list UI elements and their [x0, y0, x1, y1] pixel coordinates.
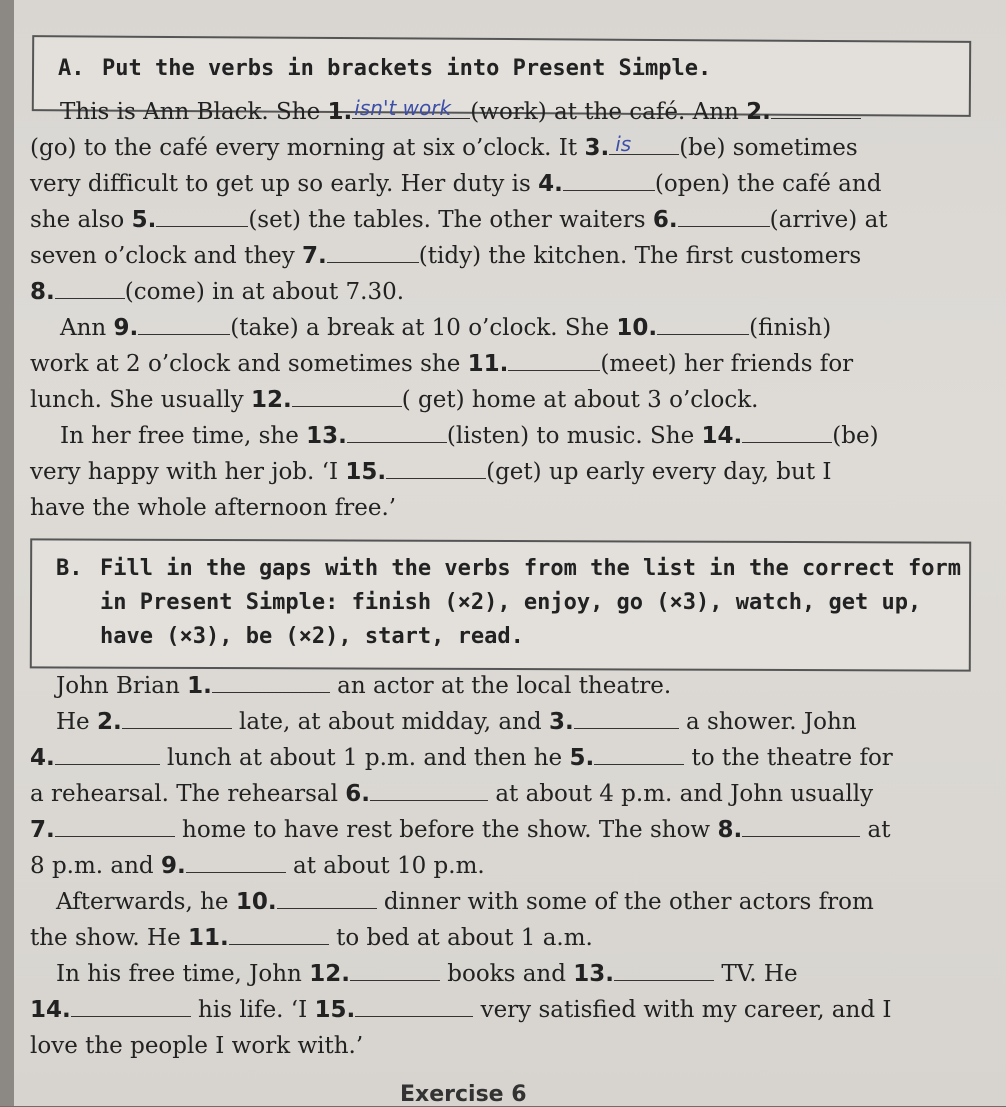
gap-number: 14.: [701, 423, 743, 449]
gap-number: 7.: [302, 243, 327, 269]
text: a rehearsal. The rehearsal: [30, 781, 346, 807]
gap-7[interactable]: [327, 240, 419, 263]
b-line: [30, 812, 972, 848]
gap-15[interactable]: [386, 456, 486, 479]
text: He: [56, 709, 97, 735]
text: home to have rest before the show. The show: [174, 817, 718, 843]
gap-number: 1.: [187, 673, 212, 699]
gap-number: 11.: [467, 351, 509, 377]
a-line: [30, 454, 972, 490]
gap-number: 3.: [548, 709, 574, 735]
b-line: [30, 884, 972, 920]
text: Ann: [60, 315, 114, 341]
gap-number: 11.: [188, 925, 229, 951]
gap-3[interactable]: [609, 132, 679, 155]
gap-7[interactable]: [55, 814, 175, 837]
text: 8 p.m. and: [30, 853, 161, 879]
text: (meet) her friends for: [600, 351, 854, 377]
text: (finish): [749, 315, 832, 341]
next-exercise-heading: Exercise 6: [400, 1082, 527, 1107]
gap-4[interactable]: [563, 168, 655, 191]
gap-11[interactable]: [229, 922, 329, 945]
gap-number: 12.: [250, 387, 292, 413]
gap-number: 12.: [309, 961, 350, 987]
text: late, at about midday, and: [231, 709, 549, 735]
text: In his free time, John: [56, 961, 310, 987]
gap-number: 13.: [573, 961, 615, 987]
text: (go) to the café every morning at six o’clock. It: [30, 135, 585, 161]
section-a-label: A.: [58, 56, 85, 81]
section-a-instruction-text: Put the verbs in brackets into Present Simple.: [102, 56, 712, 81]
text: to bed at about 1 a.m.: [328, 925, 593, 951]
gap-1[interactable]: [352, 96, 470, 119]
gap-number: 6.: [345, 781, 371, 807]
gap-number: 2.: [96, 709, 122, 735]
section-b-instruction-line: have (×3), be (×2), start, read.: [100, 624, 524, 649]
text: John Brian: [56, 673, 188, 699]
a-line: [30, 166, 972, 202]
a-line: [30, 94, 972, 130]
text: a shower. John: [678, 709, 857, 735]
gap-14[interactable]: [71, 994, 191, 1017]
text: (listen) to music. She: [446, 423, 702, 449]
text: love the people I work with.’: [30, 1033, 364, 1059]
gap-number: 6.: [652, 207, 678, 233]
text: TV. He: [714, 961, 798, 987]
gap-number: 9.: [113, 315, 139, 341]
gap-number: 9.: [160, 853, 186, 879]
text: (get) up early every day, but I: [486, 459, 832, 485]
gap-9[interactable]: [186, 850, 286, 873]
b-line: [30, 704, 972, 740]
b-line: [30, 992, 972, 1028]
a-line: [30, 238, 972, 274]
gap-number: 5.: [569, 745, 595, 771]
text: very difficult to get up so early. Her duty is: [30, 171, 539, 197]
section-a-text: [30, 94, 972, 526]
gap-number: 1.: [327, 99, 353, 125]
gap-10[interactable]: [277, 886, 377, 909]
gap-number: 15.: [314, 997, 356, 1023]
text: This is Ann Black. She: [60, 99, 328, 125]
text: at about 4 p.m. and John usually: [488, 781, 874, 807]
text: (be): [832, 423, 879, 449]
b-line: [30, 848, 972, 884]
gap-number: 8.: [30, 279, 55, 305]
section-b-label: B.: [56, 556, 83, 581]
gap-number: 5.: [131, 207, 157, 233]
b-line: [30, 1028, 972, 1064]
gap-6[interactable]: [370, 778, 488, 801]
b-line: [30, 740, 972, 776]
text: Afterwards, he: [56, 889, 236, 915]
gap-number: 2.: [746, 99, 771, 125]
text: (tidy) the kitchen. The first customers: [418, 243, 862, 269]
gap-number: 15.: [345, 459, 387, 485]
text: (work) at the café. Ann: [470, 99, 747, 125]
gap-12[interactable]: [350, 958, 440, 981]
text: work at 2 o’clock and sometimes she: [30, 351, 468, 377]
text: (set) the tables. The other waiters: [248, 207, 653, 233]
gap-2[interactable]: [771, 96, 861, 119]
text: to the theatre for: [684, 745, 893, 771]
gap-8[interactable]: [55, 276, 125, 299]
text: the show. He: [30, 925, 189, 951]
text: very satisfied with my career, and I: [473, 997, 892, 1023]
gap-3[interactable]: [574, 706, 679, 729]
gap-number: 14.: [30, 997, 71, 1023]
gap-2[interactable]: [122, 706, 232, 729]
a-line: [30, 202, 972, 238]
text: (arrive) at: [769, 207, 888, 233]
section-b-instruction: [56, 552, 961, 654]
text: seven o’clock and they: [30, 243, 303, 269]
gap-15[interactable]: [355, 994, 473, 1017]
text: In her free time, she: [60, 423, 307, 449]
text: have the whole afternoon free.’: [30, 495, 397, 521]
a-line: [30, 346, 972, 382]
text: his life. ‘I: [190, 997, 315, 1023]
page-edge: [0, 0, 14, 1106]
section-b-instruction-line: Fill in the gaps with the verbs from the list in the correct form: [100, 556, 961, 581]
section-b-text: [30, 668, 972, 1064]
gap-9[interactable]: [138, 312, 230, 335]
gap-number: 4.: [538, 171, 563, 197]
handwritten-answer: isn't work: [354, 96, 452, 120]
gap-4[interactable]: [55, 742, 160, 765]
a-line: [30, 382, 972, 418]
gap-5[interactable]: [594, 742, 684, 765]
gap-8[interactable]: [742, 814, 860, 837]
handwritten-answer: is: [615, 132, 632, 156]
b-line: [30, 776, 972, 812]
text: ( get) home at about 3 o’clock.: [401, 387, 759, 413]
b-line: [30, 668, 972, 704]
section-b-instruction-line: in Present Simple: finish (×2), enjoy, go (×3), watch, get up,: [100, 590, 922, 615]
gap-number: 8.: [717, 817, 743, 843]
gap-12[interactable]: [292, 384, 402, 407]
gap-1[interactable]: [212, 670, 330, 693]
text: an actor at the local theatre.: [329, 673, 672, 699]
gap-6[interactable]: [678, 204, 770, 227]
a-line: [30, 490, 972, 526]
text: very happy with her job. ‘I: [30, 459, 346, 485]
text: lunch. She usually: [30, 387, 251, 413]
text: (be) sometimes: [679, 135, 858, 161]
a-line: [30, 130, 972, 166]
text: dinner with some of the other actors from: [376, 889, 874, 915]
text: (open) the café and: [654, 171, 882, 197]
a-line: [30, 310, 972, 346]
gap-14[interactable]: [742, 420, 832, 443]
b-line: [30, 956, 972, 992]
section-a-instruction: [58, 52, 711, 86]
gap-5[interactable]: [156, 204, 248, 227]
gap-number: 13.: [306, 423, 347, 449]
text: at about 10 p.m.: [285, 853, 485, 879]
gap-number: 4.: [30, 745, 55, 771]
a-line: [30, 274, 972, 310]
text: books and: [439, 961, 574, 987]
gap-number: 10.: [235, 889, 277, 915]
gap-number: 3.: [584, 135, 610, 161]
gap-number: 10.: [616, 315, 658, 341]
gap-13[interactable]: [347, 420, 447, 443]
b-line: [30, 920, 972, 956]
text: lunch at about 1 p.m. and then he: [159, 745, 570, 771]
text: (take) a break at 10 o’clock. She: [230, 315, 617, 341]
a-line: [30, 418, 972, 454]
text: (come) in at about 7.30.: [124, 279, 405, 305]
gap-number: 7.: [30, 817, 55, 843]
gap-10[interactable]: [657, 312, 749, 335]
gap-11[interactable]: [508, 348, 600, 371]
text: at: [860, 817, 891, 843]
text: she also: [30, 207, 132, 233]
gap-13[interactable]: [614, 958, 714, 981]
